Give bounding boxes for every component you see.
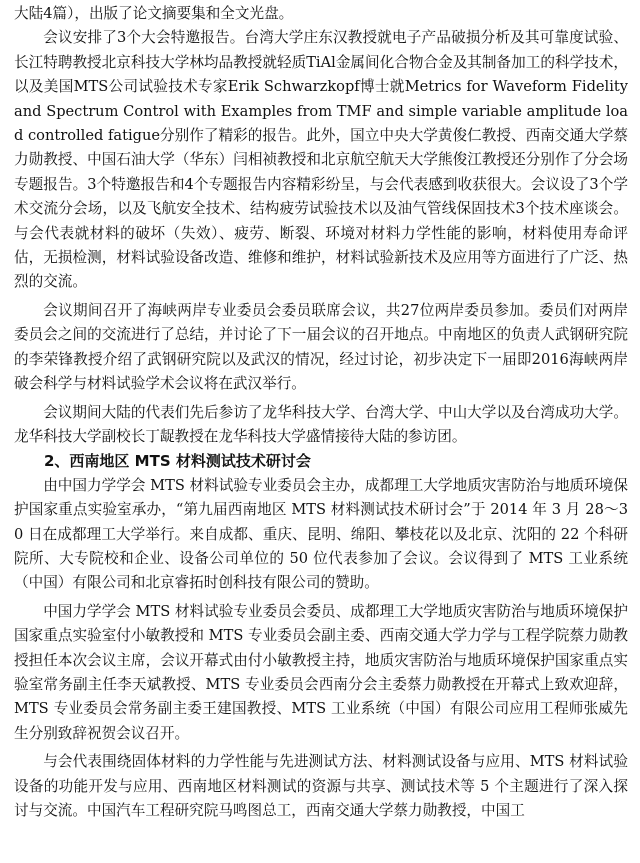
paragraph-keynote-reports: 会议安排了3个大会特邀报告。台湾大学庄东汉教授就电子产品破损分析及其可靠度试验、长江特聘教授北京科技大学林均品教授就轻质TiAl金属间化合物合金及其制备加工的科学技术，以及美国MTS公司试验技术专家Erik Schwarzkopf博士就Metrics for Waveform Fidelity and Spectrum Control with Examples from TMF and simple variable amplitude load controlled fatigue分别作了精彩的报告。此外，国立中央大学黄俊仁教授、西南交通大学蔡力勋教授、中国石油大学（华东）闫相祯教授和北京航空航天大学熊俊江教授还分别作了分会场专题报告。3个特邀报告和4个专题报告内容精彩纷呈，与会代表感到收获很大。会议设了3个学术交流分会场，以及飞航安全技术、结构疲劳试验技术以及油气管线保固技术3个技术座谈会。与会代表就材料的破坏（失效）、疲劳、断裂、环境对材料力学性能的影响，材料使用寿命评估，无损检测，材料试验设备改造、维修和维护，材料试验新技术及应用等方面进行了广泛、热烈的交流。 bbox=[14, 29, 628, 291]
paragraph-chairs: 中国力学学会 MTS 材料试验专业委员会委员、成都理工大学地质灾害防治与地质环境保护国家重点实验室付小敏教授和 MTS 专业委员会副主委、西南交通大学力学与工程学院蔡力勋教授担任本次会议主席，会议开幕式由付小敏教授主持，地质灾害防治与地质环境保护国家重点实验室常务副主任李天斌教授、MTS 专业委员会西南分会主委蔡力勋教授在开幕式上致欢迎辞，MTS 专业委员会常务副主委王建国教授、MTS 工业系统（中国）有限公司应用工程师张威先生分别致辞祝贺会议召开。 bbox=[14, 602, 628, 742]
paragraph-joint-meeting: 会议期间召开了海峡两岸专业委员会委员联席会议，共27位两岸委员参加。委员们对两岸委员会之间的交流进行了总结，并讨论了下一届会议的召开地点。中南地区的负责人武钢研究院的李荣锋教授介绍了武钢研究院以及武汉的情况，经过讨论，初步决定下一届即2016海峡两岸破会科学与材料试验学术会议将在武汉举行。 bbox=[14, 301, 628, 393]
section-heading-southwest-mts: 2、西南地区 MTS 材料测试技术研讨会 bbox=[44, 452, 311, 471]
paragraph-visits: 会议期间大陆的代表们先后参访了龙华科技大学、台湾大学、中山大学以及台湾成功大学。龙华科技大学副校长丁龊教授在龙华科技大学盛情接待大陆的参访团。 bbox=[14, 403, 628, 445]
paragraph-southwest-intro: 由中国力学学会 MTS 材料试验专业委员会主办，成都理工大学地质灾害防治与地质环境保护国家重点实验室承办，“第九届西南地区 MTS 材料测试技术研讨会”于 2014 年 3 月 28～30 日在成都理工大学举行。来自成都、重庆、昆明、绵阳、攀枝花以及北京、沈阳的 22 个科研院所、大专院校和企业、设备公司单位的 50 位代表参加了会议。会议得到了 MTS 工业系统（中国）有限公司和北京睿拓时创科技有限公司的赞助。 bbox=[14, 476, 628, 592]
paragraph-topics: 与会代表围绕固体材料的力学性能与先进测试方法、材料测试设备与应用、MTS 材料试验设备的功能开发与应用、西南地区材料测试的资源与共享、测试技术等 5 个主题进行了深入探讨与交流。中国汽车工程研究院马鸣图总工，西南交通大学蔡力勋教授，中国工 bbox=[14, 753, 628, 819]
paragraph-continuation: 大陆4篇），出版了论文摘要集和全文光盘。 bbox=[14, 5, 294, 22]
